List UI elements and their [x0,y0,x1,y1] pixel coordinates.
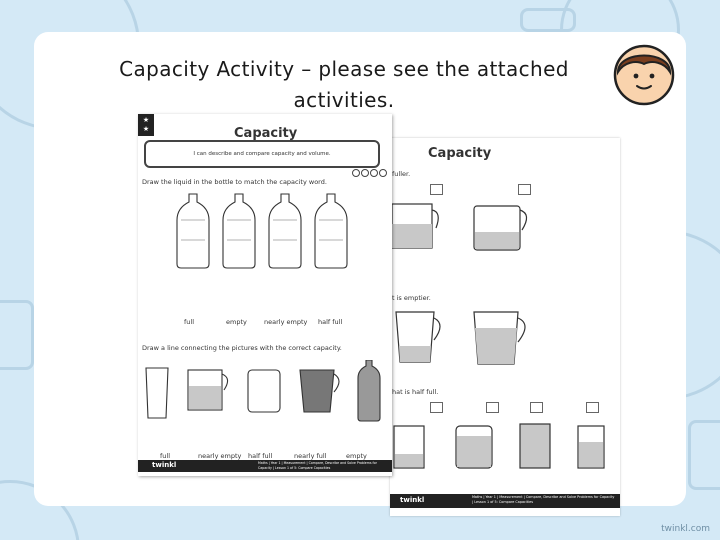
worksheet-back-question-2: t is emptier. [392,294,431,302]
match-label-half-full: half full [248,452,273,460]
difficulty-stars-icon: ★ ★ [138,114,154,136]
worksheet-front-heading: Capacity [234,126,298,141]
answer-checkbox[interactable] [430,184,443,195]
objective-progress-dots [352,162,388,181]
slide-title: Capacity Activity – please see the attached activities. [119,57,569,112]
task-2-instruction: Draw a line connecting the pictures with the correct capacity. [142,344,342,352]
worksheet-front-footer [138,460,392,472]
worksheet-back-footer [390,494,620,508]
answer-checkbox[interactable] [518,184,531,195]
bottle-label-half-full: half full [318,318,343,326]
matching-pictures-row [138,360,392,428]
worksheet-front [138,114,392,476]
match-label-full: full [160,452,171,460]
answer-checkbox[interactable] [530,402,543,413]
twinkl-logo: twinkl [152,461,177,469]
slide-card [34,32,686,506]
background-scale-doodle [688,420,720,490]
match-label-nearly-full: nearly full [294,452,327,460]
background-scale-doodle [0,300,34,370]
background-scale-doodle [520,8,576,32]
bottle-label-full: full [184,318,195,326]
twinkl-logo: twinkl [400,496,425,504]
task-1-instruction: Draw the liquid in the bottle to match the capacity word. [142,178,327,186]
answer-checkbox[interactable] [430,402,443,413]
worksheet-back-question-3: hat is half full. [392,388,439,396]
answer-checkbox[interactable] [486,402,499,413]
worksheet-back [390,138,620,516]
jug-pictures-row-3 [390,420,620,476]
bottle-label-nearly-empty: nearly empty [264,318,308,326]
bottle-label-empty: empty [226,318,247,326]
jug-pictures-row-2 [390,306,620,372]
learning-objective-box [144,140,380,168]
twinkl-watermark: twinkl.com [661,524,710,534]
empty-bottles-row [138,190,392,270]
match-label-nearly-empty: nearly empty [198,452,242,460]
worksheet-front-footer-note: Maths | Year 1 | Measurement | Compare, Describe and Solve Problems for Capacity | Lesson 1 of 5: Compare Capacities [258,461,377,470]
jug-pictures-row-1 [390,198,620,258]
worksheet-back-heading: Capacity [428,146,492,161]
match-label-empty: empty [346,452,367,460]
child-avatar-icon [612,42,676,106]
worksheet-back-question-1: fuller. [392,170,411,178]
answer-checkbox[interactable] [586,402,599,413]
worksheet-back-footer-note: Maths | Year 1 | Measurement | Compare, Describe and Solve Problems for Capacity | Lesson 1 of 5: Compare Capacities [472,495,615,504]
learning-objective-text: I can describe and compare capacity and volume. [193,151,331,157]
